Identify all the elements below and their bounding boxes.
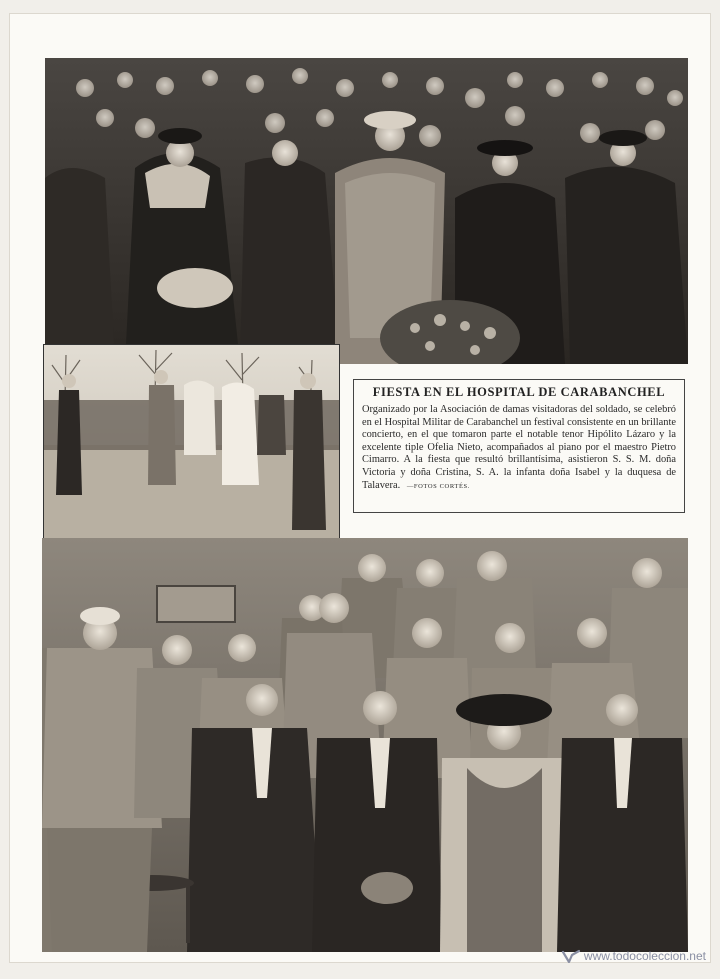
article-body-container xyxy=(362,404,676,493)
magazine-page xyxy=(10,14,710,962)
article-title: FIESTA EN EL HOSPITAL DE CARABANCHEL xyxy=(372,385,666,399)
photo-crowd-ladies xyxy=(45,58,688,364)
todocoleccion-logo-icon xyxy=(561,949,581,963)
photo-credit: —FOTOS CORTÉS. xyxy=(406,482,470,490)
watermark xyxy=(561,949,706,963)
photo-group-soldiers xyxy=(42,538,688,952)
article-body: Organizado por la Asociación de damas visitadoras del soldado, se celebró en el Hospital Militar de Carabanchel un festival consistente en un brillante concierto, en el que tomaron parte el notable tenor Hipólito Lázaro y la excelente tiple Ofelia Nieto, acompañados al piano por el maestro Pietro Cimarro. A la fiesta que resultó brillantísima, asistieron S. S. M. doña Victoria y doña Cristina, S. A. la infanta doña Isabel y la duquesa de Talavera. xyxy=(362,404,676,491)
photo-procession xyxy=(43,344,340,542)
watermark-text[interactable]: www.todocoleccion.net xyxy=(583,949,706,963)
article-caption-box xyxy=(350,376,688,516)
